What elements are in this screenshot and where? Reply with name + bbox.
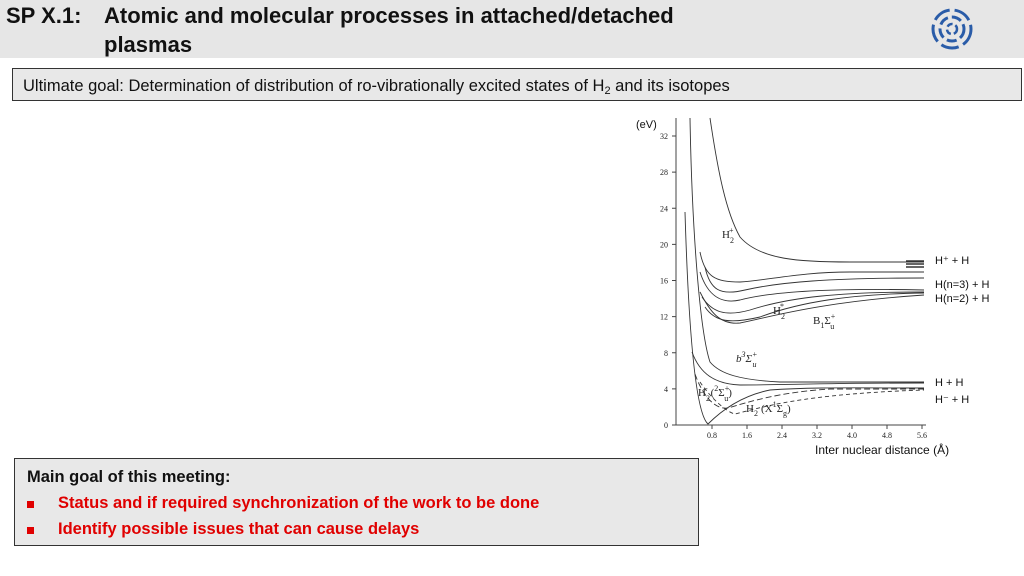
y-tick-label: 12 [660, 312, 668, 322]
x-tick-label: 5.6 [917, 431, 927, 440]
label-b3-sigma: $b^3\Sigma^+$ u [736, 350, 758, 369]
potential-curves [685, 118, 924, 424]
header-bar [0, 0, 1024, 58]
curve-h2-plus [710, 118, 924, 262]
x-tick-label: 0.8 [707, 431, 717, 440]
asymptote-label-n2: H(n=2) + H [935, 293, 990, 305]
institute-logo-icon [928, 6, 976, 52]
x-axis-label: Inter nuclear distance (Å) [815, 443, 950, 457]
y-tick-label: 28 [660, 168, 668, 178]
asymptote-label-h-h: H + H [935, 377, 964, 389]
meeting-goal-box [14, 458, 699, 546]
y-axis-ticks [660, 132, 676, 430]
goal-text-prefix: Ultimate goal: Determination of distribution of ro-vibrationally excited states of H [23, 77, 605, 95]
x-tick-label: 4.0 [847, 431, 857, 440]
label-h2-ground: $H_2$ $(X^1\Sigma_g)$ [746, 400, 791, 418]
curve-n3-upper [700, 252, 924, 282]
y-tick-label: 8 [664, 348, 668, 358]
x-tick-label: 3.2 [812, 431, 822, 440]
label-h2-star: $H_2*$ [773, 302, 785, 321]
label-h2-minus: $H_2-$ ($^2$Σ+ u) [698, 384, 732, 403]
page-title: Atomic and molecular processes in attached/detached [104, 3, 674, 28]
x-axis-ticks [707, 425, 927, 440]
goal-text-subscript: 2 [604, 85, 611, 97]
square-bullet-icon [27, 501, 34, 508]
asymptote-label-h-minus-h: H⁻ + H [935, 394, 970, 406]
y-tick-label: 0 [664, 421, 668, 430]
goal-text-suffix: and its isotopes [610, 77, 730, 95]
title-code: SP X.1: [6, 3, 82, 28]
curve-h-plus-h [692, 352, 924, 385]
meeting-bullet-text: Status and if required synchronization of the work to be done [58, 494, 540, 512]
ultimate-goal-box [12, 68, 1022, 101]
label-h2-plus: $H_2+$ [722, 226, 734, 245]
ultimate-goal-text [23, 77, 730, 97]
y-tick-label: 24 [660, 204, 668, 214]
curve-b3-sigma [690, 118, 924, 382]
square-bullet-icon [27, 527, 34, 534]
meeting-goal-heading: Main goal of this meeting: [27, 468, 231, 486]
y-tick-label: 20 [660, 240, 668, 250]
page-title-continued: plasmas [104, 32, 193, 57]
curve-dashed-ground [700, 382, 924, 414]
meeting-bullet-text: Identify possible issues that can cause delays [58, 520, 420, 538]
y-tick-label: 16 [660, 276, 668, 286]
label-b1-sigma: $B_1\Sigma^+$ u [813, 312, 836, 331]
potential-energy-diagram [630, 112, 990, 458]
asymptote-label-n3: H(n=3) + H [935, 279, 990, 291]
y-axis-unit: (eV) [636, 119, 657, 131]
x-tick-label: 2.4 [777, 431, 787, 440]
x-tick-label: 1.6 [742, 431, 752, 440]
y-tick-label: 4 [664, 384, 668, 394]
y-tick-label: 32 [660, 132, 668, 141]
asymptote-label-h-plus-h: H⁺ + H [935, 255, 970, 267]
curve-n3-lower [705, 267, 924, 292]
x-tick-label: 4.8 [882, 431, 892, 440]
